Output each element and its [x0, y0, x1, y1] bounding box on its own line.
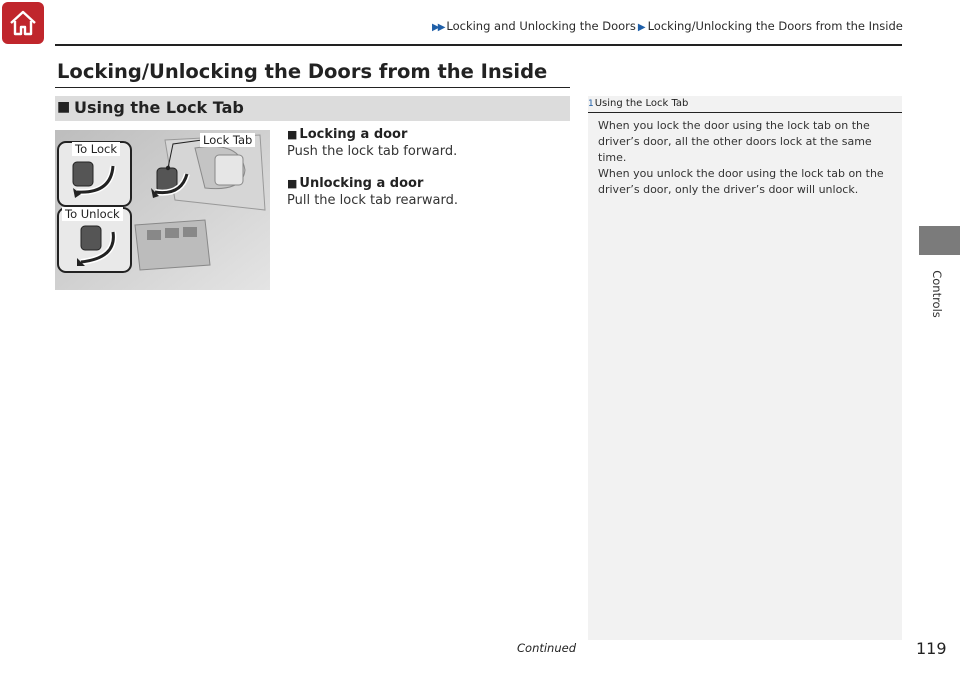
step-text: Push the lock tab forward. — [287, 144, 458, 159]
note-divider — [588, 112, 902, 113]
step-unlocking — [287, 176, 567, 208]
note-title: 1Using the Lock Tab — [588, 98, 689, 109]
note-paragraph: When you unlock the door using the lock tab on the driver’s door, only the driver’s door will unlock. — [598, 167, 884, 196]
page-number: 119 — [916, 639, 947, 658]
chapter-tab-marker[interactable] — [919, 226, 960, 255]
step-locking — [287, 127, 567, 159]
note-paragraph: When you lock the door using the lock tab on the driver’s door, all the other doors lock at the same time. — [598, 119, 872, 164]
section-header — [55, 96, 570, 121]
lock-tab-illustration — [55, 130, 270, 290]
breadcrumb-arrow-icon: ▶ — [637, 22, 646, 33]
home-icon — [7, 7, 39, 39]
step-text: Pull the lock tab rearward. — [287, 193, 458, 208]
title-divider — [55, 87, 570, 88]
page-title: Locking/Unlocking the Doors from the Inside — [57, 60, 548, 83]
continued-label: Continued — [517, 641, 577, 655]
step-marker-icon: ■ — [287, 128, 298, 141]
note-body — [598, 118, 893, 198]
section-title: Using the Lock Tab — [74, 98, 244, 117]
step-heading: ■ Unlocking a door — [287, 176, 424, 191]
step-heading: ■ Locking a door — [287, 127, 408, 142]
to-lock-label: To Lock — [72, 142, 120, 156]
section-marker-icon: ■ — [57, 99, 71, 115]
note-reference-icon: 1 — [588, 99, 594, 109]
lock-tab-label: Lock Tab — [200, 133, 255, 147]
side-note-panel — [588, 96, 902, 640]
breadcrumb-item[interactable]: Locking/Unlocking the Doors from the Inside — [647, 19, 903, 33]
chapter-tab-label[interactable]: Controls — [930, 270, 944, 318]
step-marker-icon: ■ — [287, 177, 298, 190]
header-divider — [55, 44, 902, 46]
breadcrumb-arrow-icon: ▶▶ — [432, 22, 444, 33]
to-unlock-label: To Unlock — [62, 207, 123, 221]
instruction-steps — [287, 127, 567, 208]
home-button[interactable] — [2, 2, 44, 44]
breadcrumb-item[interactable]: Locking and Unlocking the Doors — [446, 19, 636, 33]
breadcrumb — [432, 19, 903, 33]
